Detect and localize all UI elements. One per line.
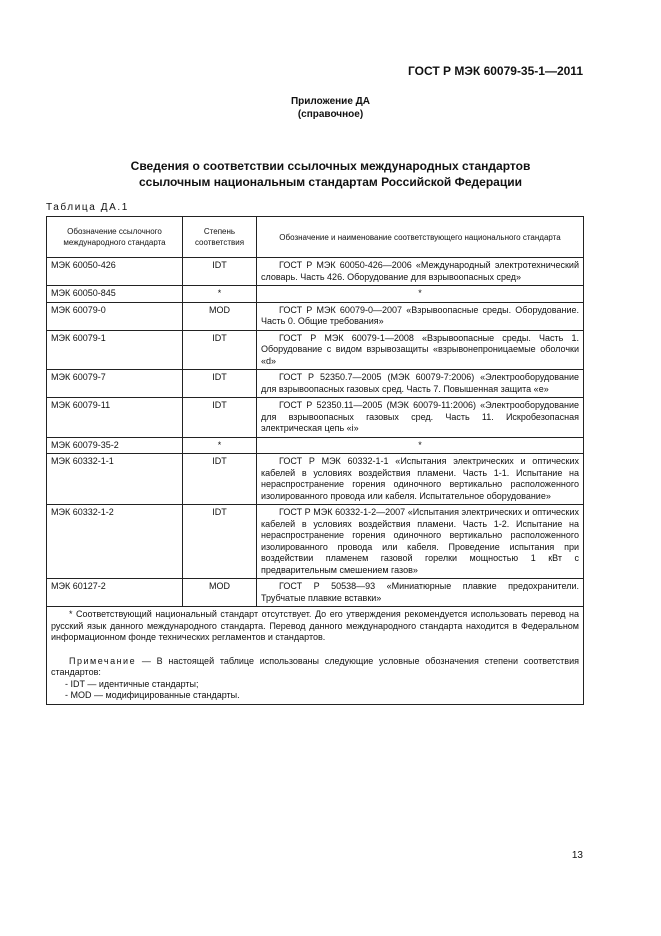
table-row <box>47 370 584 398</box>
table-row <box>47 505 584 579</box>
note-item-mod: - MOD — модифицированные стандарты. <box>65 690 240 700</box>
cell-intl: МЭК 60079-7 <box>47 370 183 398</box>
table-row <box>47 454 584 505</box>
appendix-subtitle: (справочное) <box>297 109 364 120</box>
cell-national: ГОСТ Р МЭК 60079-0—2007 «Взрывоопасные среды. Оборудование. Часть 0. Общие требования» <box>257 302 584 330</box>
cell-national: * <box>257 286 584 303</box>
table-row <box>47 330 584 370</box>
table-footer-row <box>47 607 584 705</box>
document-code: ГОСТ Р МЭК 60079-35-1—2011 <box>408 64 583 78</box>
table-row <box>47 286 584 303</box>
cell-intl: МЭК 60050-845 <box>47 286 183 303</box>
table-footnote-cell <box>47 607 584 705</box>
table-header-row <box>47 217 584 258</box>
cell-intl: МЭК 60050-426 <box>47 258 183 286</box>
title-line-2: ссылочным национальным стандартам Российской Федерации <box>139 175 522 189</box>
cell-national: * <box>257 437 584 454</box>
cell-national: ГОСТ Р 50538—93 «Миниатюрные плавкие предохранители. Трубчатые плавкие вставки» <box>257 579 584 607</box>
table-row <box>47 398 584 438</box>
appendix-heading <box>0 95 661 121</box>
cell-national: ГОСТ Р МЭК 60332-1-2—2007 «Испытания электрических и оптических кабелей в условиях воздействия пламени. Часть 1-2. Испытание на нераспространение горения одиночного вертикально расположенного изолированного провода или кабеля. Проведение испытания при воздействии пламенем газовой горелки мощностью 1 кВт с предварительным смешением газов» <box>257 505 584 579</box>
header-degree: Степень соответствия <box>183 217 257 258</box>
table-row <box>47 437 584 454</box>
cell-degree: IDT <box>183 454 257 505</box>
cell-degree: MOD <box>183 579 257 607</box>
cell-intl: МЭК 60079-1 <box>47 330 183 370</box>
cell-intl: МЭК 60079-11 <box>47 398 183 438</box>
header-national-standard: Обозначение и наименование соответствующего национального стандарта <box>257 217 584 258</box>
note <box>51 656 579 679</box>
table-row <box>47 302 584 330</box>
table-label: Таблица ДА.1 <box>46 202 129 213</box>
cell-degree: IDT <box>183 398 257 438</box>
cell-intl: МЭК 60079-0 <box>47 302 183 330</box>
cell-national: ГОСТ Р 52350.11—2005 (МЭК 60079-11:2006) «Электрооборудование для взрывоопасных газовых сред. Часть 11. Искробезопасная электрическая цепь «i» <box>257 398 584 438</box>
header-international-standard: Обозначение ссылочного международного стандарта <box>47 217 183 258</box>
page-title <box>0 158 661 190</box>
footnote: * Соответствующий национальный стандарт отсутствует. До его утверждения рекомендуется использовать перевод на русский язык данного международного стандарта. Перевод данного международного стандарта находится в Федеральном информационном фонде технических регламентов и стандартов. <box>51 609 579 642</box>
note-label: Примечание <box>69 655 137 666</box>
cell-degree: IDT <box>183 330 257 370</box>
cell-national: ГОСТ Р 52350.7—2005 (МЭК 60079-7:2006) «Электрооборудование для взрывоопасных газовых сред. Часть 7. Повышенная защита «е» <box>257 370 584 398</box>
title-line-1: Сведения о соответствии ссылочных международных стандартов <box>130 159 531 173</box>
cell-intl: МЭК 60332-1-2 <box>47 505 183 579</box>
cell-degree: MOD <box>183 302 257 330</box>
page-number: 13 <box>571 850 583 861</box>
correspondence-table <box>46 216 584 705</box>
note-item-idt: - IDT — идентичные стандарты; <box>65 678 199 689</box>
cell-national: ГОСТ Р МЭК 60050-426—2006 «Международный электротехнический словарь. Часть 426. Оборудование для взрывоопасных сред» <box>257 258 584 286</box>
note-text: — В настоящей таблице использованы следующие условные обозначения степени соответствия стандартов: <box>51 655 579 677</box>
appendix-title: Приложение ДА <box>290 96 371 107</box>
cell-intl: МЭК 60079-35-2 <box>47 437 183 454</box>
cell-degree: * <box>183 286 257 303</box>
cell-national: ГОСТ Р МЭК 60332-1-1 «Испытания электрических и оптических кабелей в условиях воздействия пламени. Часть 1-1. Испытание на нераспространение горения одиночного вертикально расположенного изолированного провода или кабеля. Испытательное оборудование» <box>257 454 584 505</box>
table-row <box>47 258 584 286</box>
cell-degree: IDT <box>183 505 257 579</box>
table-row <box>47 579 584 607</box>
cell-degree: IDT <box>183 258 257 286</box>
cell-national: ГОСТ Р МЭК 60079-1—2008 «Взрывоопасные среды. Часть 1. Оборудование с видом взрывозащиты «взрывонепроницаемые оболочки «d» <box>257 330 584 370</box>
cell-degree: IDT <box>183 370 257 398</box>
cell-intl: МЭК 60127-2 <box>47 579 183 607</box>
cell-degree: * <box>183 437 257 454</box>
cell-intl: МЭК 60332-1-1 <box>47 454 183 505</box>
